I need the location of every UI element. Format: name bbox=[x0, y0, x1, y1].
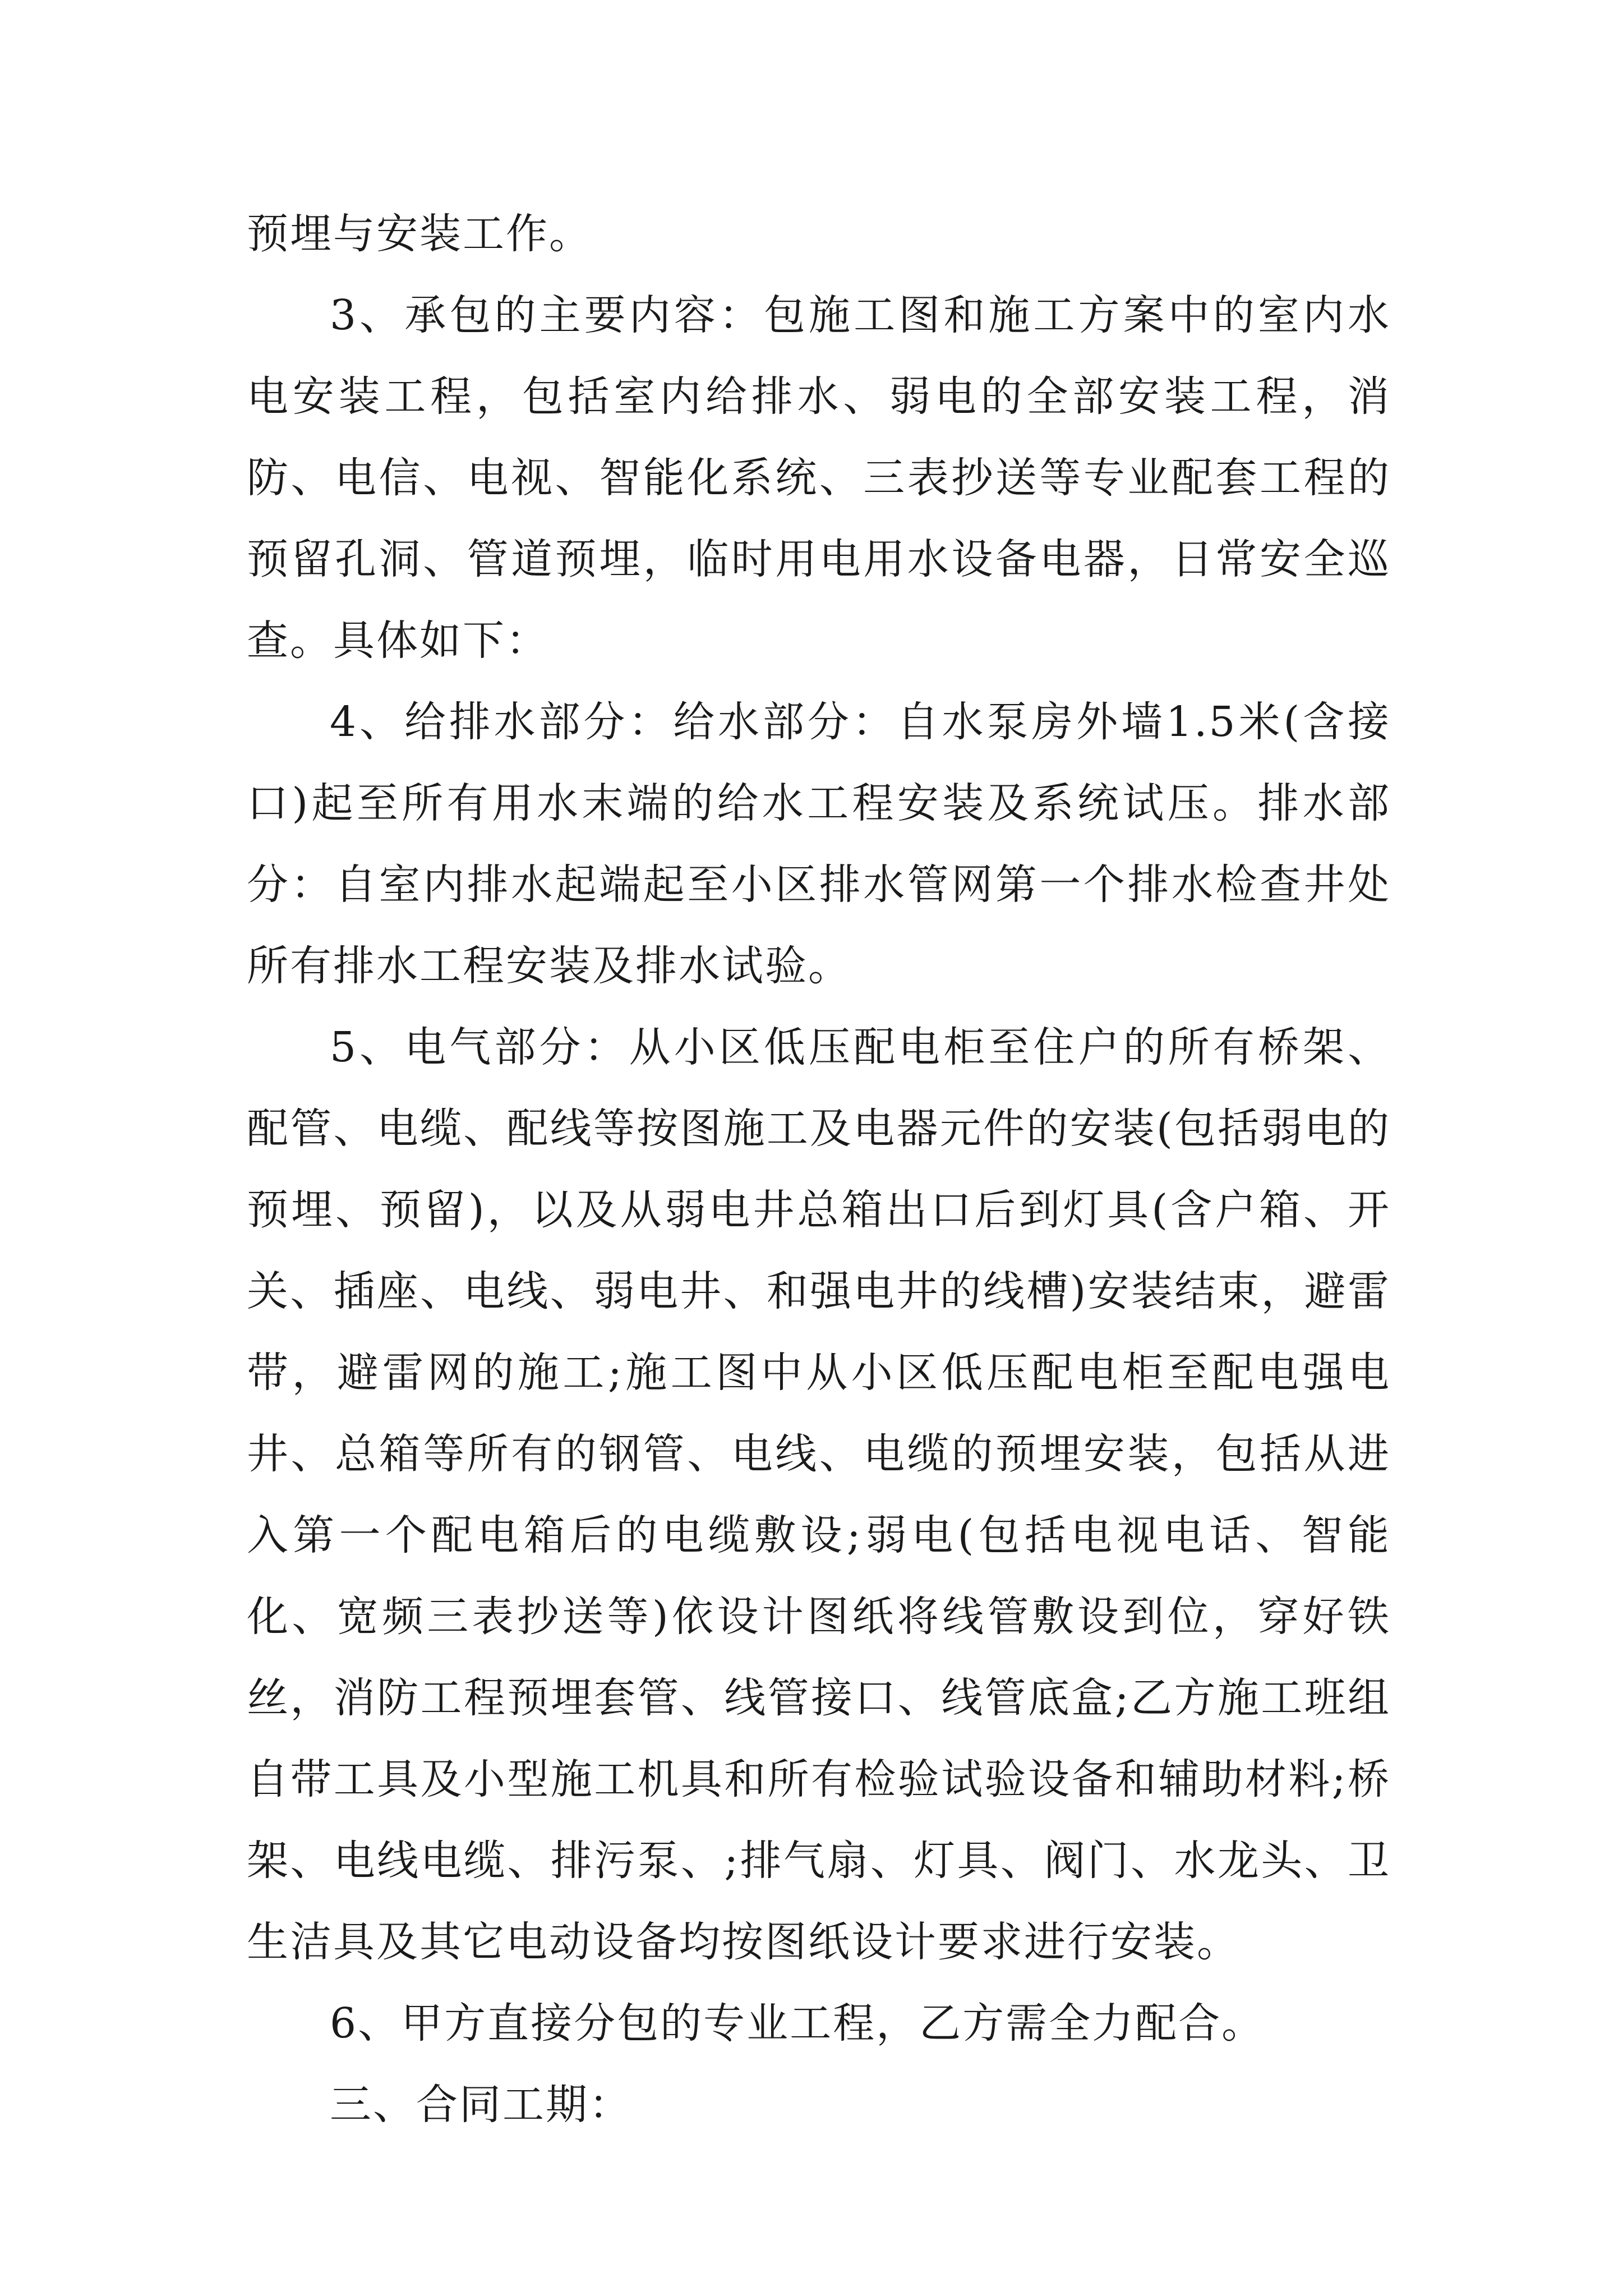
paragraph-item-3: 3、承包的主要内容：包施工图和施工方案中的室内水电安装工程，包括室内给排水、弱电的全部安装工程，消防、电信、电视、智能化系统、三表抄送等专业配套工程的预留孔洞、管道预埋，临时用电用水设备电器，日常安全巡查。具体如下： bbox=[247, 291, 1391, 665]
paragraph-continuation: 预埋与安装工作。 bbox=[247, 210, 592, 258]
paragraph-item-5: 5、电气部分：从小区低压配电柜至住户的所有桥架、配管、电缆、配线等按图施工及电器元件的安装(包括弱电的预埋、预留)，以及从弱电井总箱出口后到灯具(含户箱、开关、插座、电线、弱电井、和强电井的线槽)安装结束，避雷带，避雷网的施工;施工图中从小区低压配电柜至配电强电井、总箱等所有的钢管、电线、电缆的预埋安装，包括从进入第一个配电箱后的电缆敷设;弱电(包括电视电话、智能化、宽频三表抄送等)依设计图纸将线管敷设到位，穿好铁丝，消防工程预埋套管、线管接口、线管底盒;乙方施工班组自带工具及小型施工机具和所有检验试验设备和辅助材料;桥架、电线电缆、排污泵、;排气扇、灯具、阀门、水龙头、卫生洁具及其它电动设备均按图纸设计要求进行安装。 bbox=[247, 1023, 1391, 1966]
paragraph-item-4: 4、给排水部分：给水部分：自水泵房外墙1.5米(含接口)起至所有用水末端的给水工程安装及系统试压。排水部分：自室内排水起端起至小区排水管网第一个排水检查井处所有排水工程安装及排水试验。 bbox=[247, 698, 1391, 990]
section-heading-contract-period: 三、合同工期： bbox=[330, 2081, 632, 2129]
paragraph-item-6: 6、甲方直接分包的专业工程，乙方需全力配合。 bbox=[330, 1999, 1265, 2047]
body-text bbox=[247, 194, 1391, 2146]
